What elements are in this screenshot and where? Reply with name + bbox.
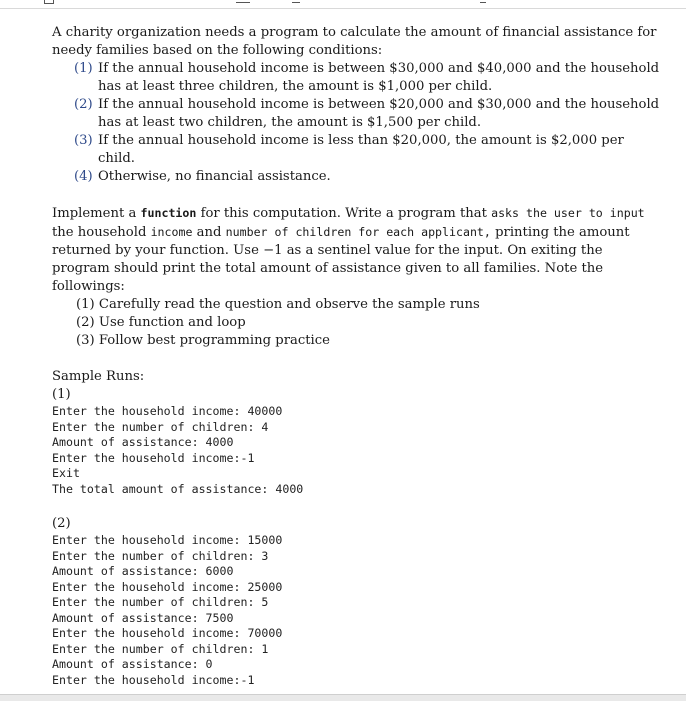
sample-runs-title: Sample Runs: [52, 369, 145, 384]
task-text: the household [52, 225, 151, 240]
condition-item [74, 132, 662, 168]
console-line: Enter the number of children: 4 [52, 419, 269, 434]
note-item: (2) Use function and loop [76, 315, 246, 330]
cropped-text-fragment [292, 0, 300, 3]
condition-text: Otherwise, no financial assistance. [98, 169, 331, 184]
function-keyword: function [140, 206, 197, 220]
console-line: Enter the household income:-1 [52, 672, 255, 687]
task-text: and [192, 225, 226, 240]
sample-run-2 [52, 515, 662, 688]
condition-number: (4) [74, 169, 93, 184]
task-paragraph [52, 204, 662, 296]
code-phrase: number of children for each applicant, [225, 225, 491, 239]
console-line: Amount of assistance: 0 [52, 657, 213, 671]
task-text: for this computation. Write a program that [196, 206, 492, 221]
console-line: Enter the household income: 15000 [52, 533, 283, 547]
cropped-text-fragment [480, 0, 486, 3]
console-line: Enter the number of children: 1 [52, 641, 269, 656]
note-item: (3) Follow best programming practice [76, 333, 330, 348]
code-phrase: income [150, 225, 193, 239]
console-line: The total amount of assistance: 4000 [52, 481, 304, 496]
condition-number: (3) [74, 133, 93, 148]
console-line: Exit [52, 466, 80, 480]
notes-list [52, 296, 662, 350]
condition-item [74, 96, 662, 132]
console-line: Enter the household income: 40000 [52, 404, 283, 418]
condition-text: If the annual household income is between $30,000 and $40,000 and the household has at least three children, the amount is $1,000 per child. [98, 61, 660, 94]
note-item: (1) Carefully read the question and observe the sample runs [76, 297, 480, 312]
console-line: Amount of assistance: 6000 [52, 564, 234, 578]
conditions-list [52, 60, 662, 186]
console-line: Enter the number of children: 5 [52, 595, 269, 609]
task-text: printing the amount returned by your function. Use −1 as a sentinel value for the input. On exiting the program should print the total amount of assistance given to all families. Note the followings: [52, 225, 630, 294]
cropped-top-strip [0, 0, 686, 9]
run-label: (2) [52, 516, 71, 531]
sample-run-1 [52, 386, 662, 497]
condition-item [74, 60, 662, 96]
console-line: Amount of assistance: 7500 [52, 610, 234, 625]
condition-text: If the annual household income is between $20,000 and $30,000 and the household has at least two children, the amount is $1,500 per child. [98, 97, 660, 130]
console-line: Enter the household income: 25000 [52, 579, 283, 594]
console-line: Amount of assistance: 4000 [52, 435, 234, 449]
intro-paragraph: A charity organization needs a program to calculate the amount of financial assistance for needy families based on the following conditions: [52, 25, 657, 58]
task-text: Implement a [52, 206, 141, 221]
condition-item [74, 168, 662, 186]
console-line: Enter the household income: 70000 [52, 626, 283, 640]
cropped-text-fragment [236, 0, 250, 3]
condition-text: If the annual household income is less than $20,000, the amount is $2,000 per child. [98, 133, 624, 166]
condition-number: (1) [74, 61, 93, 76]
cropped-text-fragment [44, 0, 54, 4]
condition-number: (2) [74, 97, 93, 112]
run-label: (1) [52, 387, 71, 402]
code-phrase: asks the user to input [491, 206, 645, 220]
problem-statement [52, 24, 662, 688]
console-line: Enter the number of children: 3 [52, 548, 269, 563]
console-line: Enter the household income:-1 [52, 450, 255, 465]
